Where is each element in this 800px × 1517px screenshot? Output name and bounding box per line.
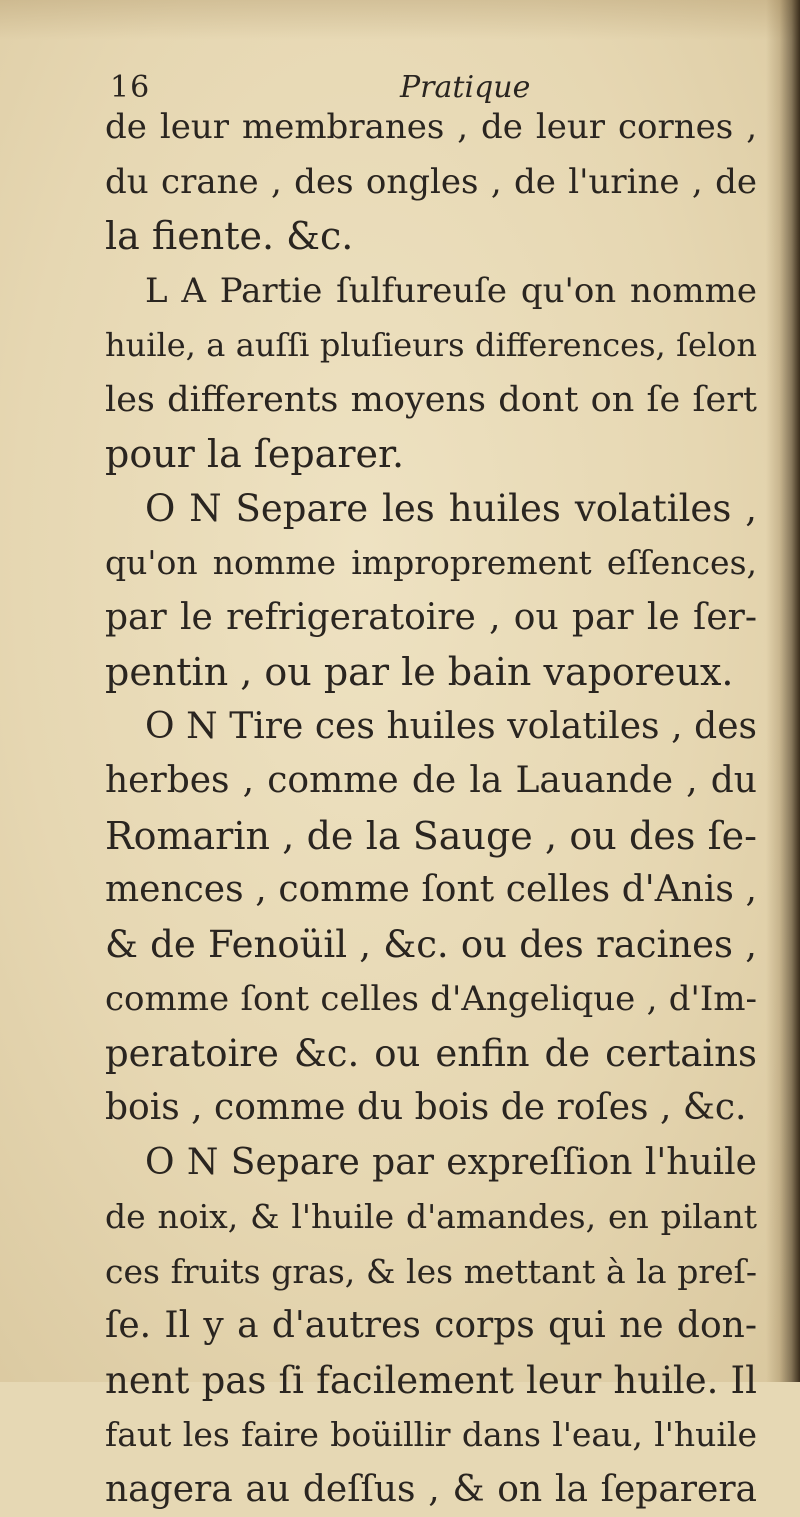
text-line: ces fruits gras, & les mettant à la preſ-: [105, 1245, 757, 1300]
text-line: par le refrigeratoire , ou par le ſer-: [105, 591, 757, 646]
text-line: la fiente. &c.: [105, 209, 757, 264]
text-line: bois , comme du bois de roſes , &c.: [105, 1081, 757, 1136]
text-line: & de Fenoüil , &c. ou des racines ,: [105, 918, 757, 973]
text-line: qu'on nomme improprement eſſences,: [105, 536, 757, 591]
text-line: Romarin , de la Sauge , ou des ſe-: [105, 809, 757, 864]
text-line: peratoire &c. ou enfin de certains: [105, 1027, 757, 1082]
running-title: Pratique: [400, 70, 530, 105]
text-line: nagera au deſſus , & on la ſeparera: [105, 1463, 757, 1517]
text-line: herbes , comme de la Lauande , du: [105, 754, 757, 809]
text-line: comme ſont celles d'Angelique , d'Im-: [105, 972, 757, 1027]
text-line: L A Partie ſulfureuſe qu'on nomme: [105, 264, 757, 319]
text-line: nent pas ſi facilement leur huile. Il: [105, 1354, 757, 1409]
text-line: O N Tire ces huiles volatiles , des: [105, 700, 757, 755]
text-line: huile, a auſſi pluſieurs differences, ſelon: [105, 318, 757, 373]
text-line: ſe. Il y a d'autres corps qui ne don-: [105, 1299, 757, 1354]
text-line: les differents moyens dont on ſe ſert: [105, 373, 757, 428]
page-number: 16: [110, 70, 150, 105]
page-gutter-shadow: [766, 0, 800, 1382]
text-line: pentin , ou par le bain vaporeux.: [105, 645, 757, 700]
text-line: O N Separe les huiles volatiles ,: [105, 482, 757, 537]
text-line: mences , comme ſont celles d'Anis ,: [105, 863, 757, 918]
page-top-shadow: [0, 0, 800, 40]
text-line: de leur membranes , de leur cornes ,: [105, 100, 757, 155]
text-line: pour la ſeparer.: [105, 427, 757, 482]
body-text: [105, 100, 757, 1517]
text-line: de noix, & l'huile d'amandes, en pilant: [105, 1190, 757, 1245]
text-line: faut les faire boüillir dans l'eau, l'huile: [105, 1408, 757, 1463]
text-line: du crane , des ongles , de l'urine , de: [105, 155, 757, 210]
text-line: O N Separe par expreſſion l'huile: [105, 1136, 757, 1191]
